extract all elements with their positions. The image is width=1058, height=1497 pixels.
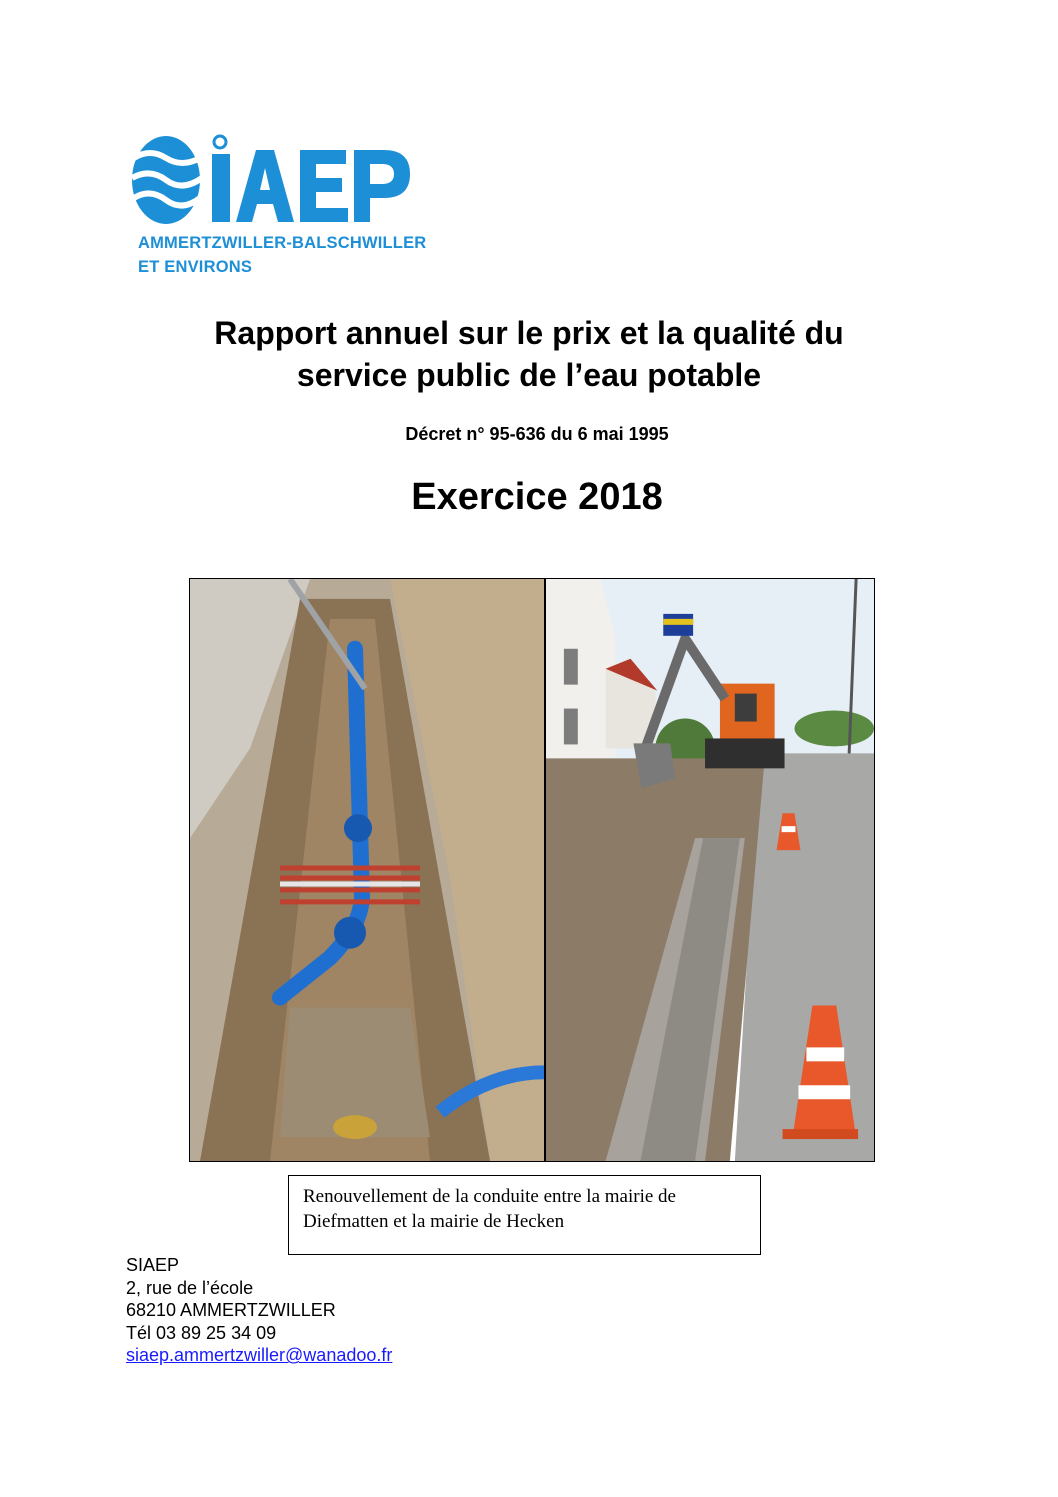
- wave-emblem-icon: [132, 136, 202, 224]
- photo-caption-line2: Diefmatten et la mairie de Hecken: [303, 1211, 565, 1232]
- decree-reference: Décret n° 95-636 du 6 mai 1995: [405, 424, 669, 444]
- address-phone: Tél 03 89 25 34 09: [126, 1322, 277, 1343]
- address-email-link[interactable]: siaep.ammertzwiller@wanadoo.fr: [126, 1345, 393, 1366]
- contact-address: [126, 1254, 392, 1367]
- logo-subtitle-line2: ET ENVIRONS: [138, 258, 253, 276]
- exercice-year: Exercice 2018: [411, 476, 663, 518]
- report-title-line1: Rapport annuel sur le prix et la qualité du: [214, 315, 844, 351]
- address-city: 68210 AMMERTZWILLER: [126, 1300, 336, 1321]
- photo-caption-line1: Renouvellement de la conduite entre la mairie de: [303, 1186, 676, 1207]
- address-org: SIAEP: [126, 1255, 180, 1275]
- excavator-trench-photo: [546, 579, 874, 1161]
- siaep-logo-mark: [128, 128, 470, 238]
- photo-panel: [189, 578, 875, 1162]
- siaep-logo: [128, 128, 470, 288]
- logo-subtitle-line1: AMMERTZWILLER-BALSCHWILLER: [138, 234, 427, 252]
- photo-caption: [288, 1175, 761, 1255]
- address-street: 2, rue de l’école: [126, 1277, 254, 1298]
- report-title: [120, 312, 938, 396]
- trench-pipe-photo: [190, 579, 546, 1161]
- logo-letters: [212, 136, 410, 222]
- report-title-line2: service public de l’eau potable: [296, 357, 762, 393]
